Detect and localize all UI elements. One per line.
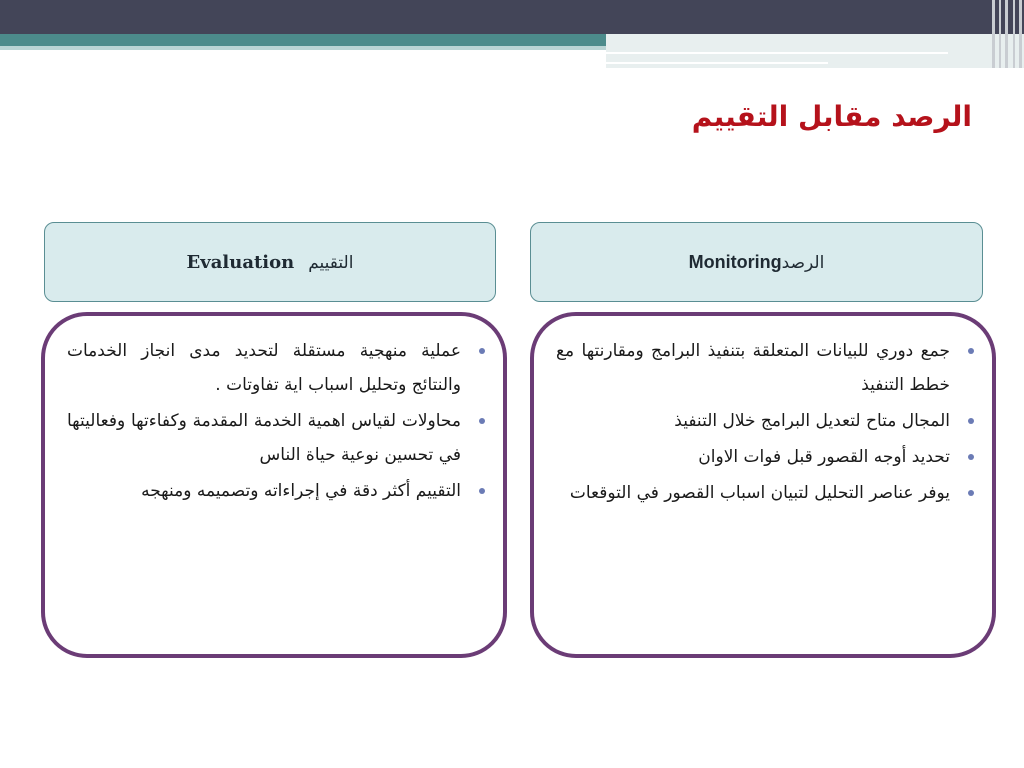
monitoring-header: [530, 222, 983, 302]
evaluation-bullet: محاولات لقياس اهمية الخدمة المقدمة وكفاءتها وفعاليتها في تحسين نوعية حياة الناس: [67, 404, 463, 472]
evaluation-content-box: [41, 312, 507, 658]
monitoring-header-ar: الرصد: [781, 252, 825, 273]
decorative-stripes: [990, 0, 1024, 68]
evaluation-bullet: عملية منهجية مستقلة لتحديد مدى انجاز الخدمات والنتائج وتحليل اسباب اية تفاوتات .: [67, 334, 463, 402]
monitoring-header-en: Monitoring: [688, 251, 782, 272]
evaluation-header: [44, 222, 496, 302]
bullet-dot-icon: [479, 348, 485, 354]
top-banner-line: [606, 62, 828, 64]
top-banner-dark: [0, 0, 1024, 34]
bullet-dot-icon: [968, 348, 974, 354]
evaluation-bullet-list: [67, 334, 463, 508]
bullet-dot-icon: [479, 418, 485, 424]
monitoring-bullet: المجال متاح لتعديل البرامج خلال التنفيذ: [556, 404, 952, 438]
top-banner-line: [606, 52, 948, 54]
bullet-dot-icon: [968, 454, 974, 460]
slide-title: الرصد مقابل التقييم: [691, 100, 972, 133]
bullet-dot-icon: [968, 418, 974, 424]
evaluation-header-en: Evaluation: [186, 251, 295, 273]
bullet-dot-icon: [968, 490, 974, 496]
monitoring-bullet-list: [556, 334, 952, 510]
monitoring-bullet: يوفر عناصر التحليل لتبيان اسباب القصور في التوقعات: [556, 476, 952, 510]
monitoring-content-box: [530, 312, 996, 658]
evaluation-bullet: التقييم أكثر دقة في إجراءاته وتصميمه ومنهجه: [67, 474, 463, 508]
bullet-dot-icon: [479, 488, 485, 494]
monitoring-bullet: تحديد أوجه القصور قبل فوات الاوان: [556, 440, 952, 474]
evaluation-header-ar: التقييم: [308, 252, 354, 273]
monitoring-bullet: جمع دوري للبيانات المتعلقة بتنفيذ البرامج ومقارنتها مع خطط التنفيذ: [556, 334, 952, 402]
